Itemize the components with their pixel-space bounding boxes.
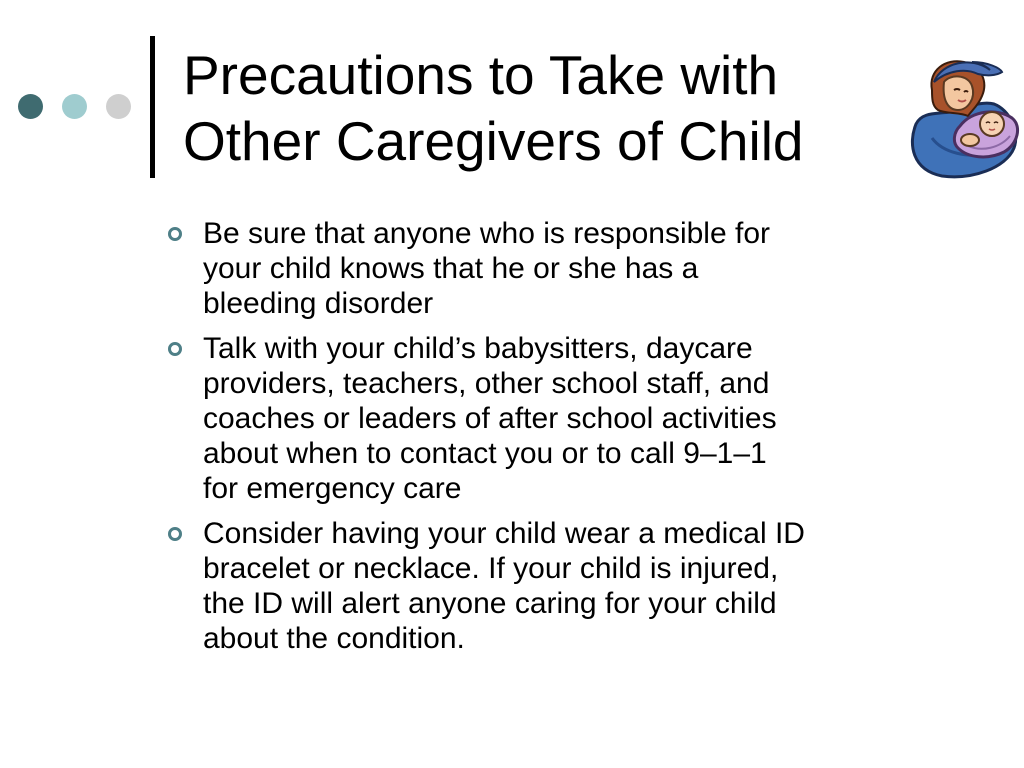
bullet-2-line-1: Talk with your child’s babysitters, daycare bbox=[203, 332, 753, 365]
bullet-1-line-2: your child knows that he or she has a bbox=[203, 252, 699, 285]
bullet-3-line-1: Consider having your child wear a medical ID bbox=[203, 517, 805, 550]
bullet-3-line-4: about the condition. bbox=[203, 622, 465, 655]
list-item bbox=[165, 216, 965, 321]
title-line-2: Other Caregivers of Child bbox=[183, 110, 804, 172]
dot-gray-icon bbox=[106, 94, 131, 119]
bullet-2-line-3: coaches or leaders of after school activities bbox=[203, 402, 777, 435]
mother-holding-baby-icon bbox=[902, 52, 1024, 180]
bullet-ring-icon bbox=[168, 527, 182, 541]
bullet-1-line-3: bleeding disorder bbox=[203, 287, 434, 320]
list-item bbox=[165, 331, 965, 506]
bullet-2-line-5: for emergency care bbox=[203, 472, 462, 505]
slide-title bbox=[183, 42, 883, 174]
bullet-list bbox=[165, 216, 965, 666]
decorative-dots bbox=[18, 94, 134, 120]
title-line-1: Precautions to Take with bbox=[183, 44, 779, 106]
dot-dark-icon bbox=[18, 94, 43, 119]
bullet-3-line-2: bracelet or necklace. If your child is injured, bbox=[203, 552, 779, 585]
bullet-1-line-1: Be sure that anyone who is responsible for bbox=[203, 217, 770, 250]
list-item bbox=[165, 516, 965, 656]
bullet-ring-icon bbox=[168, 342, 182, 356]
title-divider bbox=[150, 36, 155, 178]
bullet-3-line-3: the ID will alert anyone caring for your child bbox=[203, 587, 777, 620]
dot-teal-icon bbox=[62, 94, 87, 119]
bullet-2-line-4: about when to contact you or to call 9–1–1 bbox=[203, 437, 767, 470]
bullet-ring-icon bbox=[168, 227, 182, 241]
bullet-2-line-2: providers, teachers, other school staff, and bbox=[203, 367, 770, 400]
